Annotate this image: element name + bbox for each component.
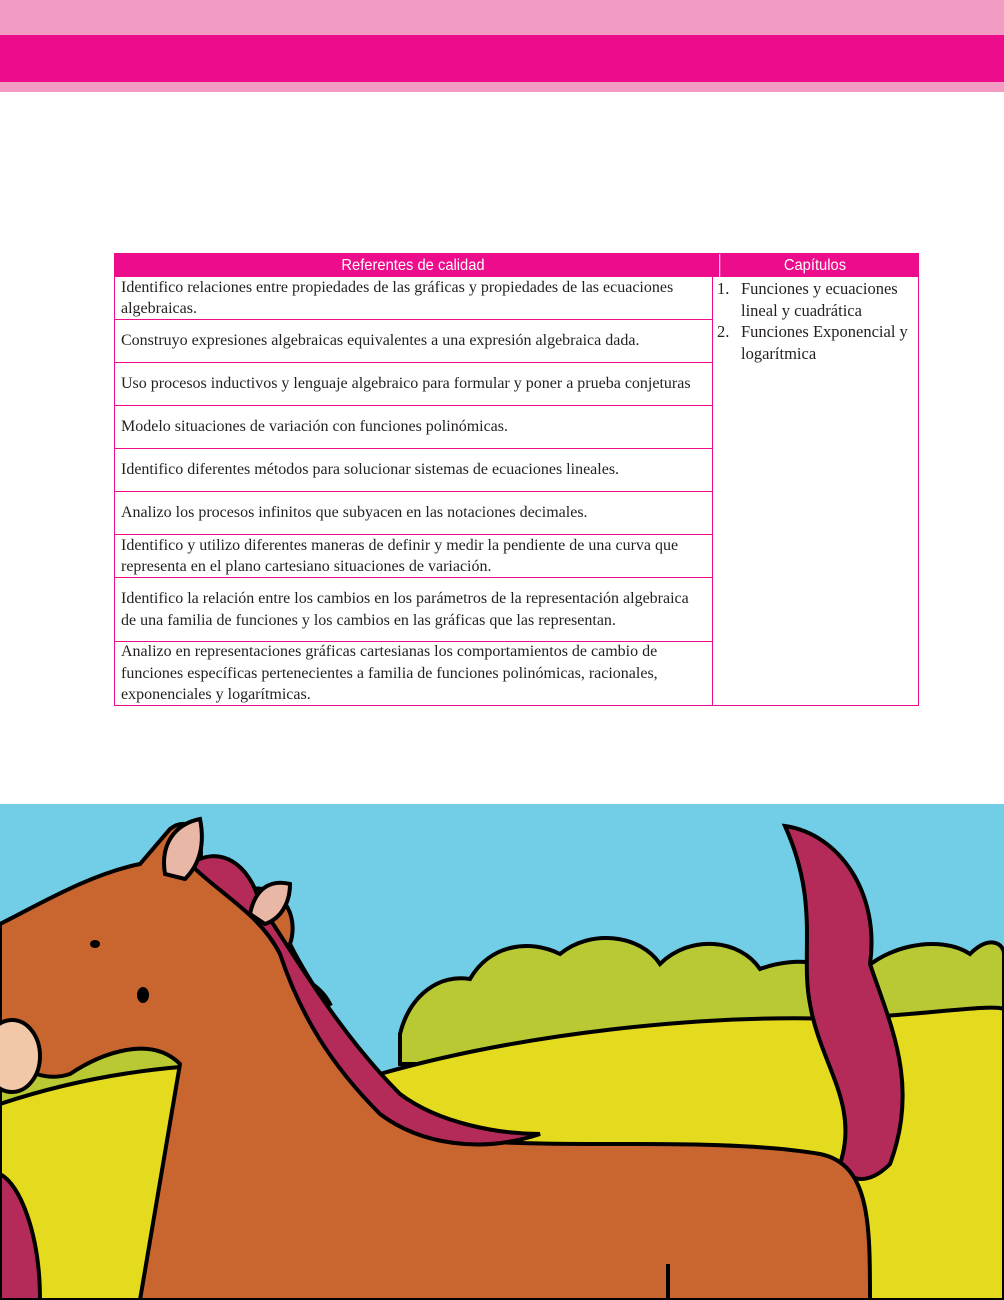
quality-standards-table <box>114 253 919 706</box>
brow-mark <box>90 940 100 948</box>
eye <box>137 987 149 1003</box>
header-band-bottom <box>0 82 1004 92</box>
header-referentes: Referentes de calidad <box>341 256 485 274</box>
header-capitulos: Capítulos <box>719 254 909 277</box>
table-row: Identifico diferentes métodos para solucionar sistemas de ecuaciones lineales. <box>115 449 712 492</box>
nostril <box>0 1020 40 1092</box>
table-row: Construyo expresiones algebraicas equivalentes a una expresión algebraica dada. <box>115 320 712 363</box>
table-row: Analizo en representaciones gráficas cartesianas los comportamientos de cambio de funciones específicas pertenecientes a familia de funciones polinómicas, racionales, exponenciales y logarítmicas. <box>121 643 658 704</box>
header-band-main <box>0 35 1004 82</box>
list-item: 2. Funciones Exponencial y logarítmica <box>717 322 908 363</box>
table-row: Uso procesos inductivos y lenguaje algebraico para formular y poner a prueba conjeturas <box>115 363 712 406</box>
list-item: 1. Funciones y ecuaciones lineal y cuadrática <box>717 279 898 320</box>
header-band-top <box>0 0 1004 35</box>
table-row: Analizo los procesos infinitos que subyacen en las notaciones decimales. <box>115 492 712 535</box>
table-row: Identifico la relación entre los cambios en los parámetros de la representación algebraica de una familia de funciones y los cambios en las gráficas que las representan. <box>115 578 712 642</box>
horse-illustration <box>0 804 1004 1300</box>
table-row: Identifico y utilizo diferentes maneras de definir y medir la pendiente de una curva que representa en el plano cartesiano situaciones de variación. <box>115 535 712 578</box>
table-row: Identifico relaciones entre propiedades de las gráficas y propiedades de las ecuaciones algebraicas. <box>115 277 712 320</box>
table-header <box>115 254 918 277</box>
chapter-list <box>717 278 912 364</box>
table-row: Modelo situaciones de variación con funciones polinómicas. <box>115 406 712 449</box>
referentes-column <box>115 277 713 705</box>
table-body <box>115 277 918 705</box>
capitulos-column <box>713 277 918 705</box>
